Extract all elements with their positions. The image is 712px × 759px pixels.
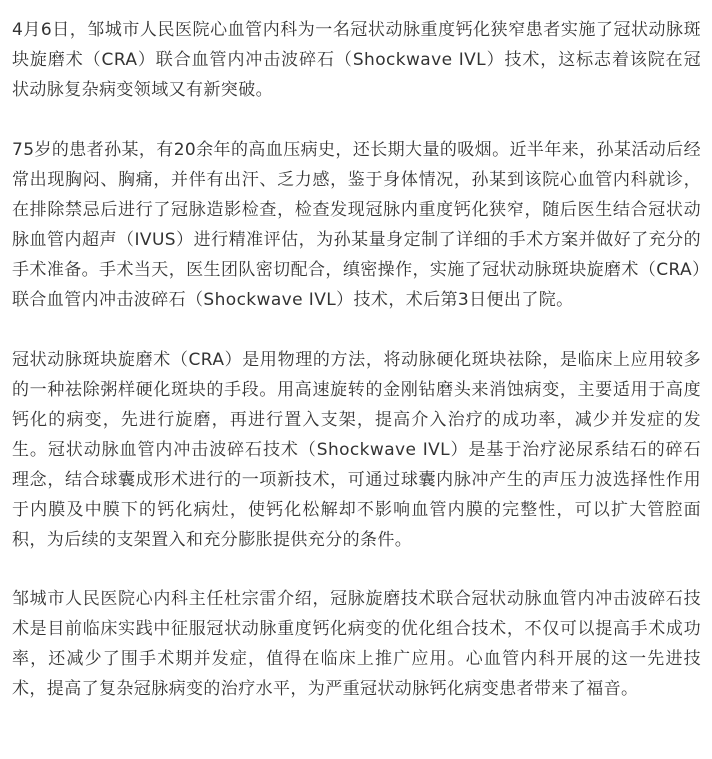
paragraph-intro: 4月6日，邹城市人民医院心血管内科为一名冠状动脉重度钙化狭窄患者实施了冠状动脉斑块旋磨术（CRA）联合血管内冲击波碎石（Shockwave IVL）技术，这标志着该院在冠状动脉复杂病变领域又有新突破。 [12,20,701,100]
paragraph-technique-explanation: 冠状动脉斑块旋磨术（CRA）是用物理的方法，将动脉硬化斑块祛除，是临床上应用较多的一种祛除粥样硬化斑块的手段。用高速旋转的金刚钻磨头来消蚀病变，主要适用于高度钙化的病变，先进行旋磨，再进行置入支架，提高介入治疗的成功率，减少并发症的发生。冠状动脉血管内冲击波碎石技术（Shockwave IVL）是基于治疗泌尿系结石的碎石理念，结合球囊成形术进行的一项新技术，可通过球囊内脉冲产生的声压力波选择性作用于内膜及中膜下的钙化病灶，使钙化松解却不影响血管内膜的完整性，可以扩大管腔面积，为后续的支架置入和充分膨胀提供充分的条件。 [12,350,701,550]
paragraph-patient-case: 75岁的患者孙某，有20余年的高血压病史，还长期大量的吸烟。近半年来，孙某活动后经常出现胸闷、胸痛，并伴有出汗、乏力感，鉴于身体情况，孙某到该院心血管内科就诊，在排除禁忌后进行了冠脉造影检查，检查发现冠脉内重度钙化狭窄，随后医生结合冠状动脉血管内超声（IVUS）进行精准评估，为孙某量身定制了详细的手术方案并做好了充分的手术准备。手术当天，医生团队密切配合，缜密操作，实施了冠状动脉斑块旋磨术（CRA）联合血管内冲击波碎石（Shockwave IVL）技术，术后第3日便出了院。 [12,140,701,310]
article-body [0,15,712,704]
paragraph-director-quote: 邹城市人民医院心内科主任杜宗雷介绍，冠脉旋磨技术联合冠状动脉血管内冲击波碎石技术是目前临床实践中征服冠状动脉重度钙化病变的优化组合技术，不仅可以提高手术成功率，还减少了围手术期并发症，值得在临床上推广应用。心血管内科开展的这一先进技术，提高了复杂冠脉病变的治疗水平，为严重冠状动脉钙化病变患者带来了福音。 [12,589,701,699]
